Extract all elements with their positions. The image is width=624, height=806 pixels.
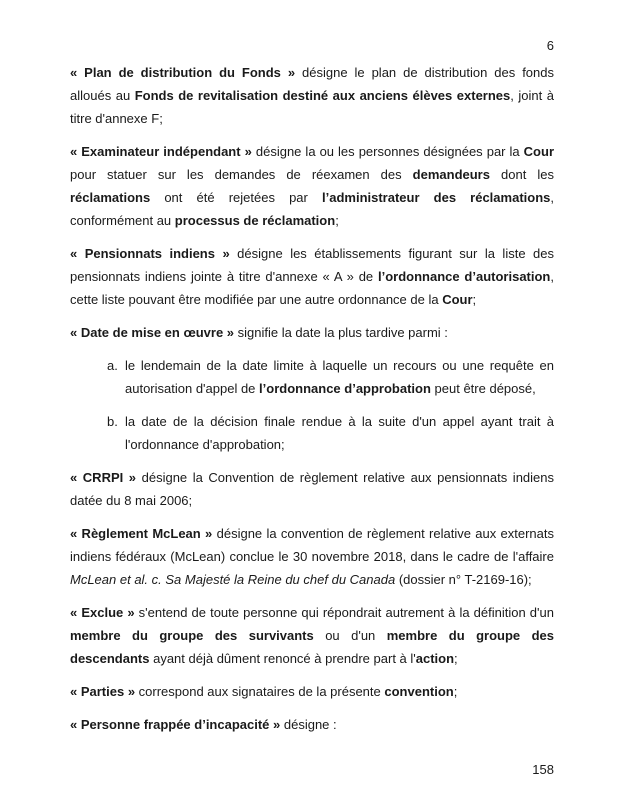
- text-run: Fonds de revitalisation destiné aux anciens élèves externes: [134, 88, 511, 103]
- text-run: désigne la convention de règlement relative aux externats indiens fédéraux (McLean) conclue le 30 novembre 2018, dans le cadre de l'affaire: [70, 526, 555, 564]
- text-run: ;: [454, 651, 458, 666]
- paragraph: [70, 242, 554, 311]
- text-run: membre du groupe des survivants: [70, 628, 314, 643]
- text-run: « Pensionnats indiens »: [70, 246, 230, 261]
- document-body: [70, 61, 554, 746]
- text-run: désigne :: [280, 717, 337, 732]
- text-run: désigne les établissements figurant sur la liste des pensionnats indiens jointe à titre d'annexe « A » de: [70, 246, 554, 284]
- text-run: désigne la ou les personnes désignées par la: [251, 144, 524, 159]
- text-run: , cette liste pouvant être modifiée par une autre ordonnance de la: [70, 269, 554, 307]
- text-run: pour statuer sur les demandes de réexamen des: [70, 167, 413, 182]
- paragraph: [70, 601, 554, 670]
- list-marker: b.: [107, 414, 118, 429]
- list-marker: a.: [107, 358, 118, 373]
- text-run: désigne le plan de distribution des fonds alloués au: [70, 65, 554, 103]
- paragraph: [70, 680, 554, 703]
- list-item: [70, 354, 554, 400]
- text-run: ont été rejetées par: [150, 190, 322, 205]
- text-run: « Plan de distribution du Fonds »: [70, 65, 296, 80]
- text-run: ;: [335, 213, 339, 228]
- text-run: « Examinateur indépendant »: [70, 144, 252, 159]
- text-run: dont les: [489, 167, 554, 182]
- text-run: , conformément au: [70, 190, 554, 228]
- text-run: « Exclue »: [70, 605, 135, 620]
- paragraph: [70, 140, 554, 232]
- text-run: convention: [384, 684, 454, 699]
- text-run: McLean et al. c. Sa Majesté la Reine du chef du Canada: [70, 572, 396, 587]
- text-run: l’administrateur des réclamations: [322, 190, 551, 205]
- text-run: la date de la décision finale rendue à la suite d'un appel ayant trait à l'ordonnance d'approbation;: [125, 414, 554, 452]
- text-run: , joint à titre d'annexe F;: [70, 88, 554, 126]
- text-run: le lendemain de la date limite à laquelle un recours ou une requête en autorisation d'appel de: [125, 358, 554, 396]
- text-run: l’ordonnance d’approbation: [259, 381, 431, 396]
- text-run: membre du groupe des descendants: [70, 628, 554, 666]
- text-run: Cour: [442, 292, 473, 307]
- text-run: ou d'un: [313, 628, 387, 643]
- paragraph: [70, 713, 554, 736]
- text-run: action: [415, 651, 455, 666]
- text-run: ayant déjà dûment renoncé à prendre part à l': [149, 651, 416, 666]
- text-run: réclamations: [70, 190, 151, 205]
- text-run: correspond aux signataires de la présente: [135, 684, 385, 699]
- text-run: ;: [472, 292, 477, 307]
- paragraph: [70, 321, 554, 344]
- text-run: « Parties »: [70, 684, 136, 699]
- text-run: s'entend de toute personne qui répondrait autrement à la définition d'un: [134, 605, 554, 620]
- paragraph: [70, 61, 554, 130]
- text-run: « Personne frappée d’incapacité »: [70, 717, 281, 732]
- text-run: ;: [453, 684, 458, 699]
- footer-page-number: 158: [532, 762, 554, 777]
- paragraph: [70, 522, 554, 591]
- text-run: désigne la Convention de règlement relative aux pensionnats indiens datée du 8 mai 2006;: [70, 470, 554, 508]
- text-run: « CRRPI »: [70, 470, 137, 485]
- text-run: signifie la date la plus tardive parmi :: [234, 325, 448, 340]
- text-run: « Date de mise en œuvre »: [70, 325, 235, 340]
- text-run: l’ordonnance d’autorisation: [377, 269, 551, 284]
- text-run: processus de réclamation: [174, 213, 336, 228]
- paragraph: [70, 466, 554, 512]
- text-run: « Règlement McLean »: [70, 526, 213, 541]
- text-run: peut être déposé,: [430, 381, 536, 396]
- text-run: Cour: [523, 144, 555, 159]
- text-run: demandeurs: [412, 167, 490, 182]
- header-page-number: 6: [546, 38, 554, 53]
- list-item: [70, 410, 554, 456]
- text-run: (dossier n° T-2169-16);: [395, 572, 532, 587]
